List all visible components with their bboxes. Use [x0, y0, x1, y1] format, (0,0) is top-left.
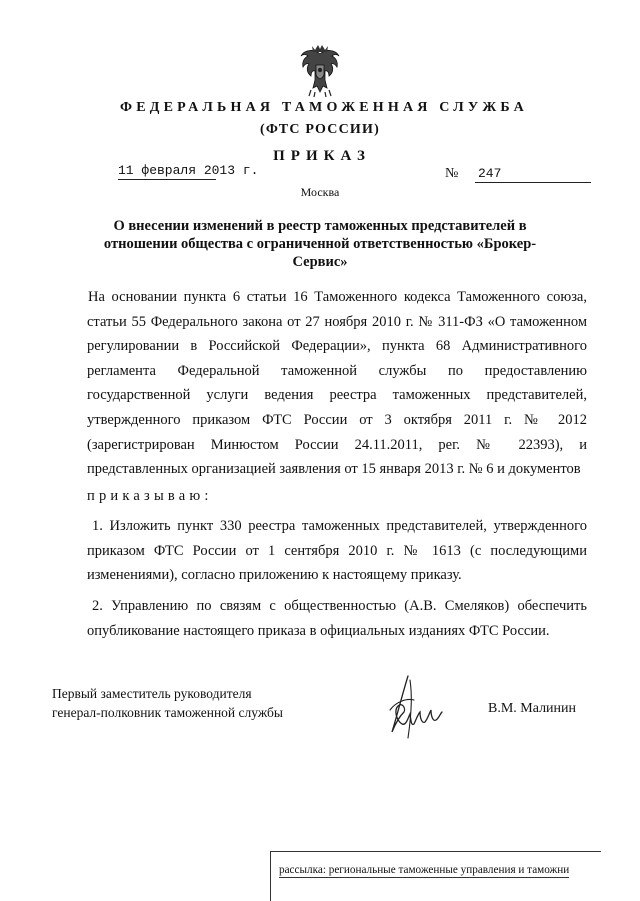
order-number: 247: [475, 165, 591, 183]
order-date: 11 февраля 2013 г.: [118, 163, 259, 178]
preamble-paragraph: На основании пункта 6 статьи 16 Таможенного кодекса Таможенного союза, статьи 55 Федерального закона от 27 ноября 2010 г. № 311-ФЗ «О таможенном регулировании в Российской Федерации», пункта 68 Административного регламента Федеральной таможенной службы по предоставлению государственной услуги ведения реестра таможенных представителей, утвержденного приказом ФТС России от 3 октября 2011 г. № 2012 (зарегистрирован Минюстом России 24.11.2011, рег. № 22393), и представленных организацией заявления от 15 января 2013 г. № 6 и документов: [87, 289, 587, 478]
distribution-box: [270, 851, 601, 901]
signatory-position-line-1: Первый заместитель руководителя: [52, 686, 252, 701]
city: Москва: [300, 185, 340, 199]
document-title: О внесении изменений в реестр таможенных представителей в отношении общества с ограниченной ответственностью «Брокер-Сервис»: [103, 218, 537, 270]
agency-name: ФЕДЕРАЛЬНАЯ ТАМОЖЕННАЯ СЛУЖБА: [120, 100, 528, 115]
signatory-position: [52, 684, 342, 722]
distribution-list: рассылка: региональные таможенные управления и таможни: [279, 864, 570, 876]
orders-word: приказываю:: [87, 488, 213, 504]
number-sign: №: [445, 166, 459, 181]
handwritten-signature: [378, 672, 450, 744]
order-item-2: 2. Управлению по связям с общественностью (А.В. Смеляков) обеспечить опубликование настоящего приказа в официальных изданиях ФТС России.: [87, 598, 587, 639]
agency-abbreviation: (ФТС РОССИИ): [260, 122, 380, 137]
signer-name: В.М. Малинин: [488, 701, 577, 716]
order-number-field: [445, 165, 591, 182]
signatory-position-line-2: генерал-полковник таможенной службы: [52, 705, 283, 720]
coat-of-arms-icon: [297, 40, 343, 100]
order-item-1: 1. Изложить пункт 330 реестра таможенных представителей, утвержденного приказом ФТС России от 1 сентября 2010 г. № 1613 (с последующими изменениями), согласно приложению к настоящему приказу.: [87, 518, 587, 584]
document-type: ПРИКАЗ: [273, 148, 371, 164]
